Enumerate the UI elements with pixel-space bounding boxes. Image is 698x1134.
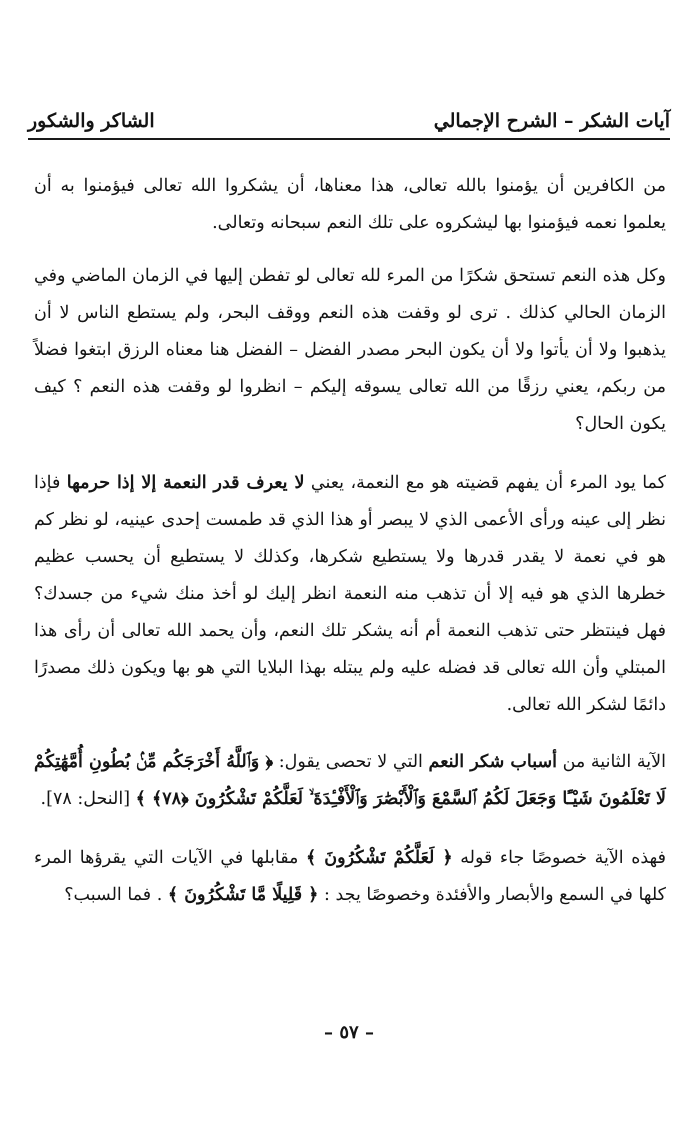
paragraph-4-text-a: الآية الثانية من	[557, 752, 666, 772]
paragraph-5-text-c: . فما السبب؟	[64, 885, 168, 905]
paragraph-2: وكل هذه النعم تستحق شكرًا من المرء لله تعالى لو تفطن إليها في الزمان الماضي وفي الزمان الحالي كذلك . ترى لو وقفت هذه النعم ووقف البحر، ولم يستطع الناس لا أن يذهبوا ولا أن يأتوا ولا أن يكون البحر مصدر الفضل – الفضل هنا معناه الرزق ابتغوا فضلاً من ربكم، يعني رزقًا من الله تعالى يسوقه إليكم – انظروا لو وقفت هذه النعم ؟ كيف يكون الحال؟	[34, 266, 666, 434]
paragraph-5-text-a: فهذه الآية خصوصًا جاء قوله	[452, 848, 666, 868]
paragraph-4	[34, 744, 666, 818]
page-body	[34, 168, 666, 936]
emphasis-causes: أسباب شكر النعم	[428, 752, 557, 772]
paragraph-4-text-b: التي لا تحصى يقول:	[273, 752, 429, 772]
running-header	[28, 98, 670, 140]
quran-quote-1: ﴿ لَعَلَّكُمْ تَشْكُرُونَ ﴾	[305, 848, 453, 868]
paragraph-3	[34, 465, 666, 724]
chapter-title: آيات الشكر – الشرح الإجمالي	[433, 110, 670, 132]
verse-reference: [النحل: ٧٨].	[40, 789, 136, 809]
book-title: الشاكر والشكور	[28, 110, 155, 132]
quran-verse: ﴿ وَٱللَّهُ أَخْرَجَكُم مِّنۢ بُطُونِ أُمَّهَٰتِكُمْ لَا تَعْلَمُونَ شَيْـًٔا وَجَعَلَ لَكُمُ ٱلسَّمْعَ وَٱلْأَبْصَٰرَ وَٱلْأَفْـِٔدَةَ ۙ لَعَلَّكُمْ تَشْكُرُونَ ﴿٧٨﴾ ﴾	[34, 752, 666, 809]
paragraph-5-text-b: مقابلها في الآيات التي يقرؤها المرء كلها في السمع والأبصار والأفئدة وخصوصًا يجد :	[34, 848, 666, 905]
paragraph-1: من الكافرين أن يؤمنوا بالله تعالى، هذا معناها، أن يشكروا الله تعالى فيؤمنوا به أن يعلموا نعمه فيؤمنوا بها ليشكروه على تلك النعم سبحانه وتعالى.	[34, 176, 666, 233]
page-number: – ٥٧ –	[324, 1022, 374, 1043]
paragraph-3-text-b: فإذا نظر إلى عينه ورأى الأعمى الذي لا يبصر أو هذا الذي قد طمست إحدى عينيه، لو نظر كم هو في نعمة لا يقدر قدرها ولا يستطيع شكرها، وكذلك لا يستطيع أن يحسب عظيم خطرها الذي هو فيه إلا أن تذهب منه النعمة انظر إليك لو أخذ منك شيء من جسدك؟ فهل فينتظر حتى تذهب النعمة أم أنه يشكر تلك النعم، وأن يحمد الله تعالى أن رأى هذا المبتلي وأن الله تعالى قد فضله عليه ولم يبتله بهذا البلايا التي هو بها ويكون ذلك مصدرًا دائمًا لشكر الله تعالى.	[34, 473, 666, 715]
paragraph-3-text-a: كما يود المرء أن يفهم قضيته هو مع النعمة، يعني	[304, 473, 666, 493]
paragraph-5	[34, 840, 666, 914]
emphasis-proverb: لا يعرف قدر النعمة إلا إذا حرمها	[66, 473, 305, 493]
quran-quote-2: ﴿ قَلِيلًا مَّا تَشْكُرُونَ ﴾	[167, 885, 319, 905]
